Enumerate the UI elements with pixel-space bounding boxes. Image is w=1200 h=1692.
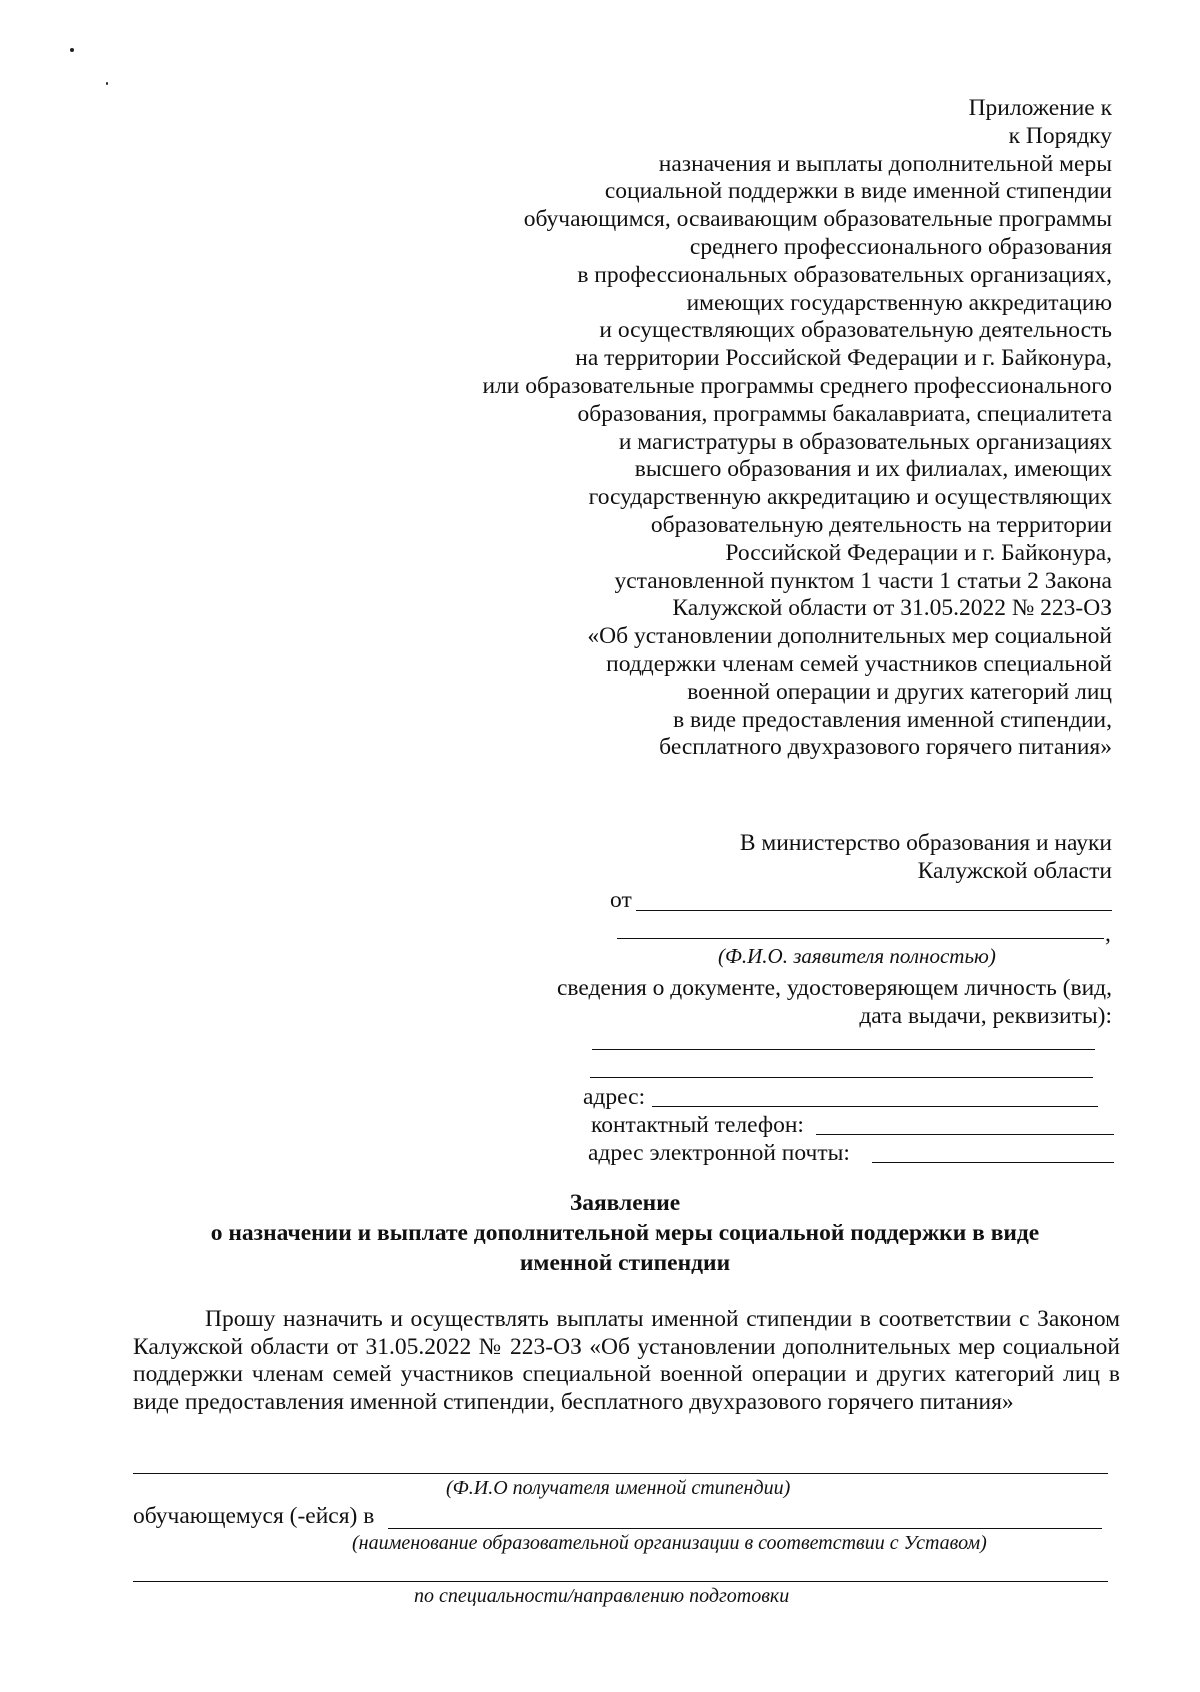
addressee-line: В министерство образования и науки	[739, 830, 1112, 856]
application-title-block	[130, 1188, 1120, 1278]
applicant-name-field-2[interactable]	[617, 938, 1104, 939]
appendix-line: «Об установлении дополнительных мер социальной	[587, 623, 1112, 650]
organization-field[interactable]	[388, 1528, 1102, 1529]
appendix-line: к Порядку	[1008, 122, 1112, 149]
id-doc-label: сведения о документе, удостоверяющем личность (вид,	[556, 975, 1112, 1001]
specialty-field[interactable]	[133, 1581, 1108, 1582]
appendix-line: Российской Федерации и г. Байконура,	[725, 539, 1112, 566]
applicant-name-field[interactable]	[636, 910, 1112, 911]
appendix-line: бесплатного двухразового горячего питания»	[659, 734, 1112, 761]
appendix-line: в виде предоставления именной стипендии,	[673, 706, 1112, 733]
appendix-line: социальной поддержки в виде именной стипендии	[604, 178, 1112, 205]
organization-caption: (наименование образовательной организации в соответствии с Уставом)	[352, 1532, 987, 1554]
phone-label: контактный телефон:	[591, 1112, 804, 1138]
recipient-name-field[interactable]	[133, 1473, 1108, 1474]
email-label: адрес электронной почты:	[588, 1140, 850, 1166]
appendix-line: образования, программы бакалавриата, специалитета	[577, 400, 1112, 427]
scan-speck	[106, 82, 108, 85]
from-label: от	[610, 887, 632, 913]
applicant-fio-caption: (Ф.И.О. заявителя полностью)	[718, 944, 996, 968]
appendix-line: поддержки членам семей участников специальной	[606, 650, 1112, 677]
student-label: обучающемуся (-ейся) в	[133, 1503, 375, 1529]
application-title: Заявление	[569, 1190, 681, 1216]
id-doc-field[interactable]	[592, 1049, 1095, 1050]
appendix-line: в профессиональных образовательных организациях,	[577, 261, 1112, 288]
specialty-caption: по специальности/направлению подготовки	[414, 1585, 790, 1607]
address-label: адрес:	[583, 1084, 646, 1110]
scan-speck	[70, 48, 74, 52]
addressee-block	[552, 829, 1112, 885]
application-subtitle: о назначении и выплате дополнительной меры социальной поддержки в виде	[210, 1220, 1040, 1246]
appendix-line: или образовательные программы среднего профессионального	[482, 372, 1112, 399]
phone-field[interactable]	[816, 1134, 1114, 1135]
appendix-line: и осуществляющих образовательную деятельность	[599, 317, 1112, 344]
appendix-line: на территории Российской Федерации и г. Байконура,	[575, 345, 1112, 372]
appendix-line: назначения и выплаты дополнительной меры	[658, 150, 1112, 177]
appendix-line: установленной пунктом 1 части 1 статьи 2 Закона	[614, 567, 1112, 594]
appendix-line: Приложение к	[968, 95, 1112, 121]
appendix-line: военной операции и других категорий лиц	[687, 678, 1112, 705]
application-subtitle: именной стипендии	[519, 1250, 731, 1276]
appendix-line: высшего образования и их филиалах, имеющих	[634, 456, 1112, 483]
appendix-line: государственную аккредитацию и осуществляющих	[588, 484, 1112, 511]
addressee-line: Калужской области	[917, 858, 1112, 884]
address-field[interactable]	[652, 1106, 1098, 1107]
appendix-line: Калужской области от 31.05.2022 № 223-ОЗ	[672, 595, 1112, 622]
appendix-line: среднего профессионального образования	[689, 233, 1112, 260]
comma: ,	[1105, 921, 1111, 947]
application-body: Прошу назначить и осуществлять выплаты именной стипендии в соответствии с Законом Калужской области от 31.05.2022 № 223-ОЗ «Об установлении дополнительных мер социальной поддержки членам семей участников специальной военной операции и других категорий лиц в виде предоставления именной стипендии, бесплатного двухразового горячего питания»	[133, 1306, 1120, 1415]
id-doc-label: дата выдачи, реквизиты):	[859, 1003, 1112, 1029]
appendix-line: обучающимся, осваивающим образовательные программы	[523, 206, 1112, 233]
email-field[interactable]	[872, 1162, 1114, 1163]
appendix-line: и магистратуры в образовательных организациях	[618, 428, 1112, 455]
recipient-caption: (Ф.И.О получателя именной стипендии)	[446, 1477, 791, 1499]
appendix-line: имеющих государственную аккредитацию	[686, 289, 1112, 316]
id-doc-field-2[interactable]	[590, 1077, 1093, 1078]
appendix-header	[332, 95, 1112, 762]
appendix-line: образовательную деятельность на территории	[650, 511, 1112, 538]
